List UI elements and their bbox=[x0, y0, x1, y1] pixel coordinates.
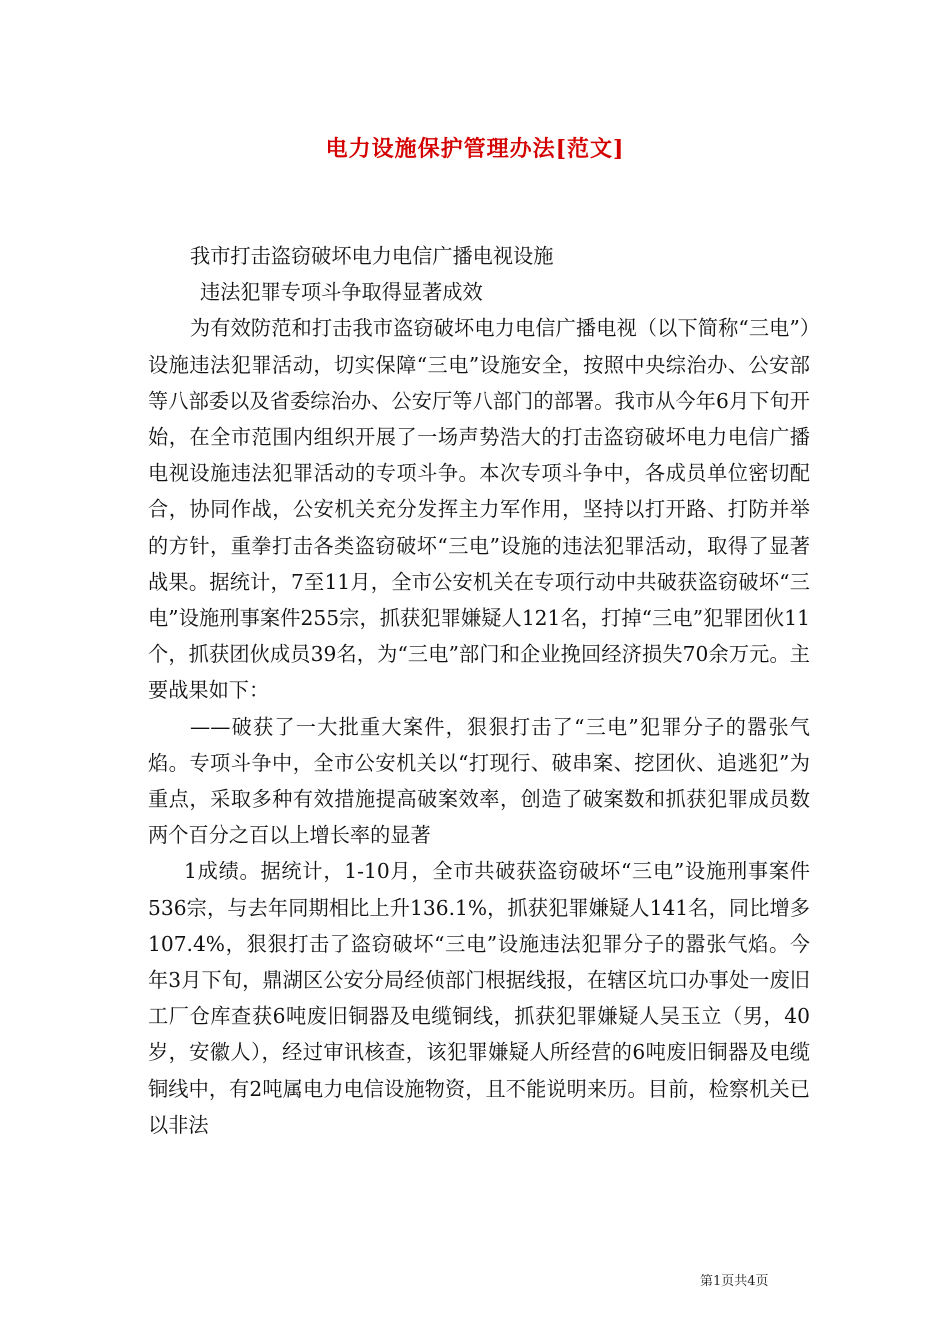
paragraph-major-cases: ——破获了一大批重大案件，狠狠打击了“三电”犯罪分子的嚣张气焰。专项斗争中，全市公安机关以“打现行、破串案、挖团伙、追逃犯”为重点，采取多种有效措施提高破案效率，创造了破案数和抓获犯罪成员数两个百分之百以上增长率的显著 bbox=[148, 714, 810, 848]
document-body bbox=[148, 238, 810, 1143]
paragraph-statistics: 1成绩。据统计，1-10月，全市共破获盗窃破坏“三电”设施刑事案件536宗，与去年同期相比上升136.1%，抓获犯罪嫌疑人141名，同比增多107.4%，狠狠打击了盗窃破坏“三电”设施违法犯罪分子的嚣张气焰。今年3月下旬，鼎湖区公安分局经侦部门根据线报，在辖区坑口办事处一废旧工厂仓库查获6吨废旧铜器及电缆铜线，抓获犯罪嫌疑人吴玉立（男，40岁，安徽人），经过审讯核查，该犯罪嫌疑人所经营的6吨废旧铜器及电缆铜线中，有2吨属电力电信设施物资，且不能说明来历。目前，检察机关已以非法 bbox=[148, 859, 810, 1137]
document-title: 电力设施保护管理办法[范文] bbox=[325, 136, 625, 162]
page-number: 第1页共4页 bbox=[700, 1274, 769, 1289]
paragraph-intro: 为有效防范和打击我市盗窃破坏电力电信广播电视（以下简称“三电”）设施违法犯罪活动，切实保障“三电”设施安全，按照中央综治办、公安部等八部委以及省委综治办、公安厅等八部门的部署。我市从今年6月下旬开始，在全市范围内组织开展了一场声势浩大的打击盗窃破坏电力电信广播电视设施违法犯罪活动的专项斗争。本次专项斗争中，各成员单位密切配合，协同作战，公安机关充分发挥主力军作用，坚持以打开路、打防并举的方针，重拳打击各类盗窃破坏“三电”设施的违法犯罪活动，取得了显著战果。据统计，7至11月，全市公安机关在专项行动中共破获盗窃破坏“三电”设施刑事案件255宗，抓获犯罪嫌疑人121名，打掉“三电”犯罪团伙11个，抓获团伙成员39名，为“三电”部门和企业挽回经济损失70余万元。主要战果如下： bbox=[148, 316, 810, 703]
subtitle-line-1: 我市打击盗窃破坏电力电信广播电视设施 bbox=[190, 244, 554, 268]
subtitle-line-2: 违法犯罪专项斗争取得显著成效 bbox=[200, 280, 483, 305]
